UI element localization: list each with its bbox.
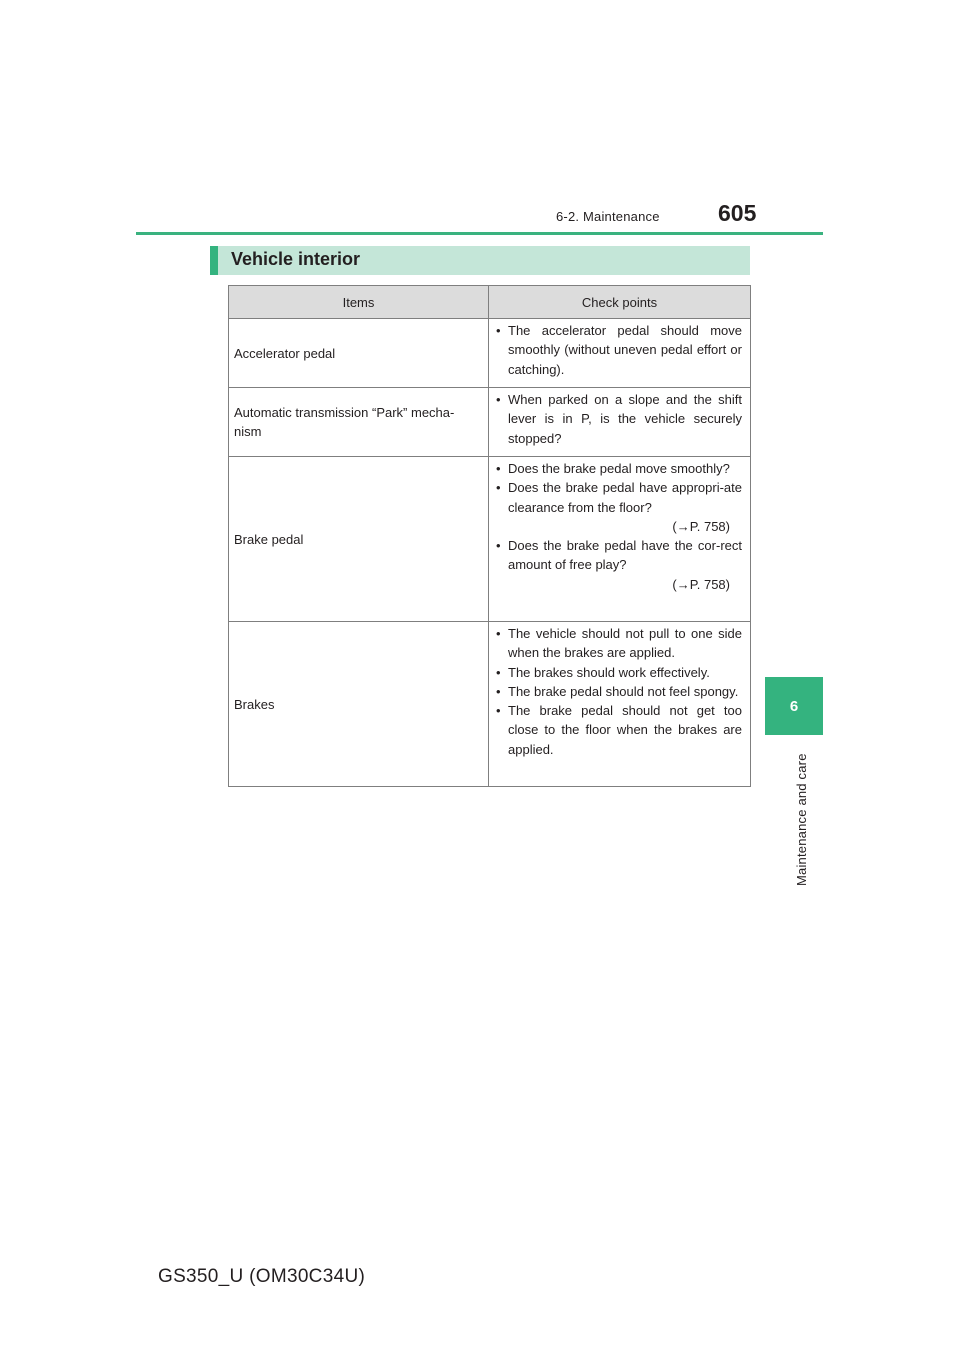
check-point-text: The brake pedal should not feel spongy. <box>508 683 739 699</box>
check-point-text: Does the brake pedal have the cor-rect amount of free play? <box>508 538 742 573</box>
item-cell: Automatic transmission “Park” mecha-nism <box>229 388 489 457</box>
chapter-tab <box>765 677 823 735</box>
chapter-number: 6 <box>789 697 799 715</box>
check-point <box>496 321 742 379</box>
table-header-row <box>229 286 751 319</box>
check-points-table <box>228 285 751 787</box>
check-points-cell <box>489 457 751 622</box>
running-header-section: 6-2. Maintenance <box>556 209 660 224</box>
check-point-text: The accelerator pedal should move smoothly (without uneven pedal effort or catching). <box>508 323 742 377</box>
check-point-text: The brake pedal should not get too close to the floor when the brakes are applied. <box>508 703 742 757</box>
check-point <box>496 701 742 759</box>
check-point <box>496 663 742 682</box>
check-point <box>496 478 742 536</box>
check-point-text: Does the brake pedal have appropri-ate clearance from the floor? <box>508 480 742 515</box>
footer-model-code: GS350_U (OM30C34U) <box>158 1266 366 1287</box>
table-row <box>229 457 751 622</box>
section-heading-bar <box>210 246 750 275</box>
check-points-cell <box>489 319 751 388</box>
header-divider <box>136 232 823 235</box>
item-cell: Brake pedal <box>229 457 489 622</box>
check-point <box>496 459 742 478</box>
check-point <box>496 682 742 701</box>
check-points-cell <box>489 622 751 787</box>
check-point <box>496 390 742 448</box>
check-point-text: When parked on a slope and the shift lever is in P, is the vehicle securely stopped? <box>508 392 742 446</box>
page-reference: (→P. 758) <box>672 518 730 534</box>
column-header-check-points: Check points <box>489 286 751 319</box>
check-point <box>496 536 742 594</box>
check-point <box>496 624 742 663</box>
check-point-text: The vehicle should not pull to one side when the brakes are applied. <box>508 626 742 661</box>
check-points-cell <box>489 388 751 457</box>
table-row <box>229 388 751 457</box>
table-row <box>229 622 751 787</box>
check-point-text: Does the brake pedal move smoothly? <box>508 461 730 476</box>
page-number: 605 <box>718 200 757 226</box>
table-row <box>229 319 751 388</box>
chapter-side-label: Maintenance and care <box>794 753 809 886</box>
item-cell: Brakes <box>229 622 489 787</box>
item-cell: Accelerator pedal <box>229 319 489 388</box>
page-reference: (→P. 758) <box>672 576 730 592</box>
check-point-text: The brakes should work effectively. <box>508 664 710 680</box>
section-title: Vehicle interior <box>231 249 361 269</box>
column-header-items: Items <box>229 286 489 319</box>
